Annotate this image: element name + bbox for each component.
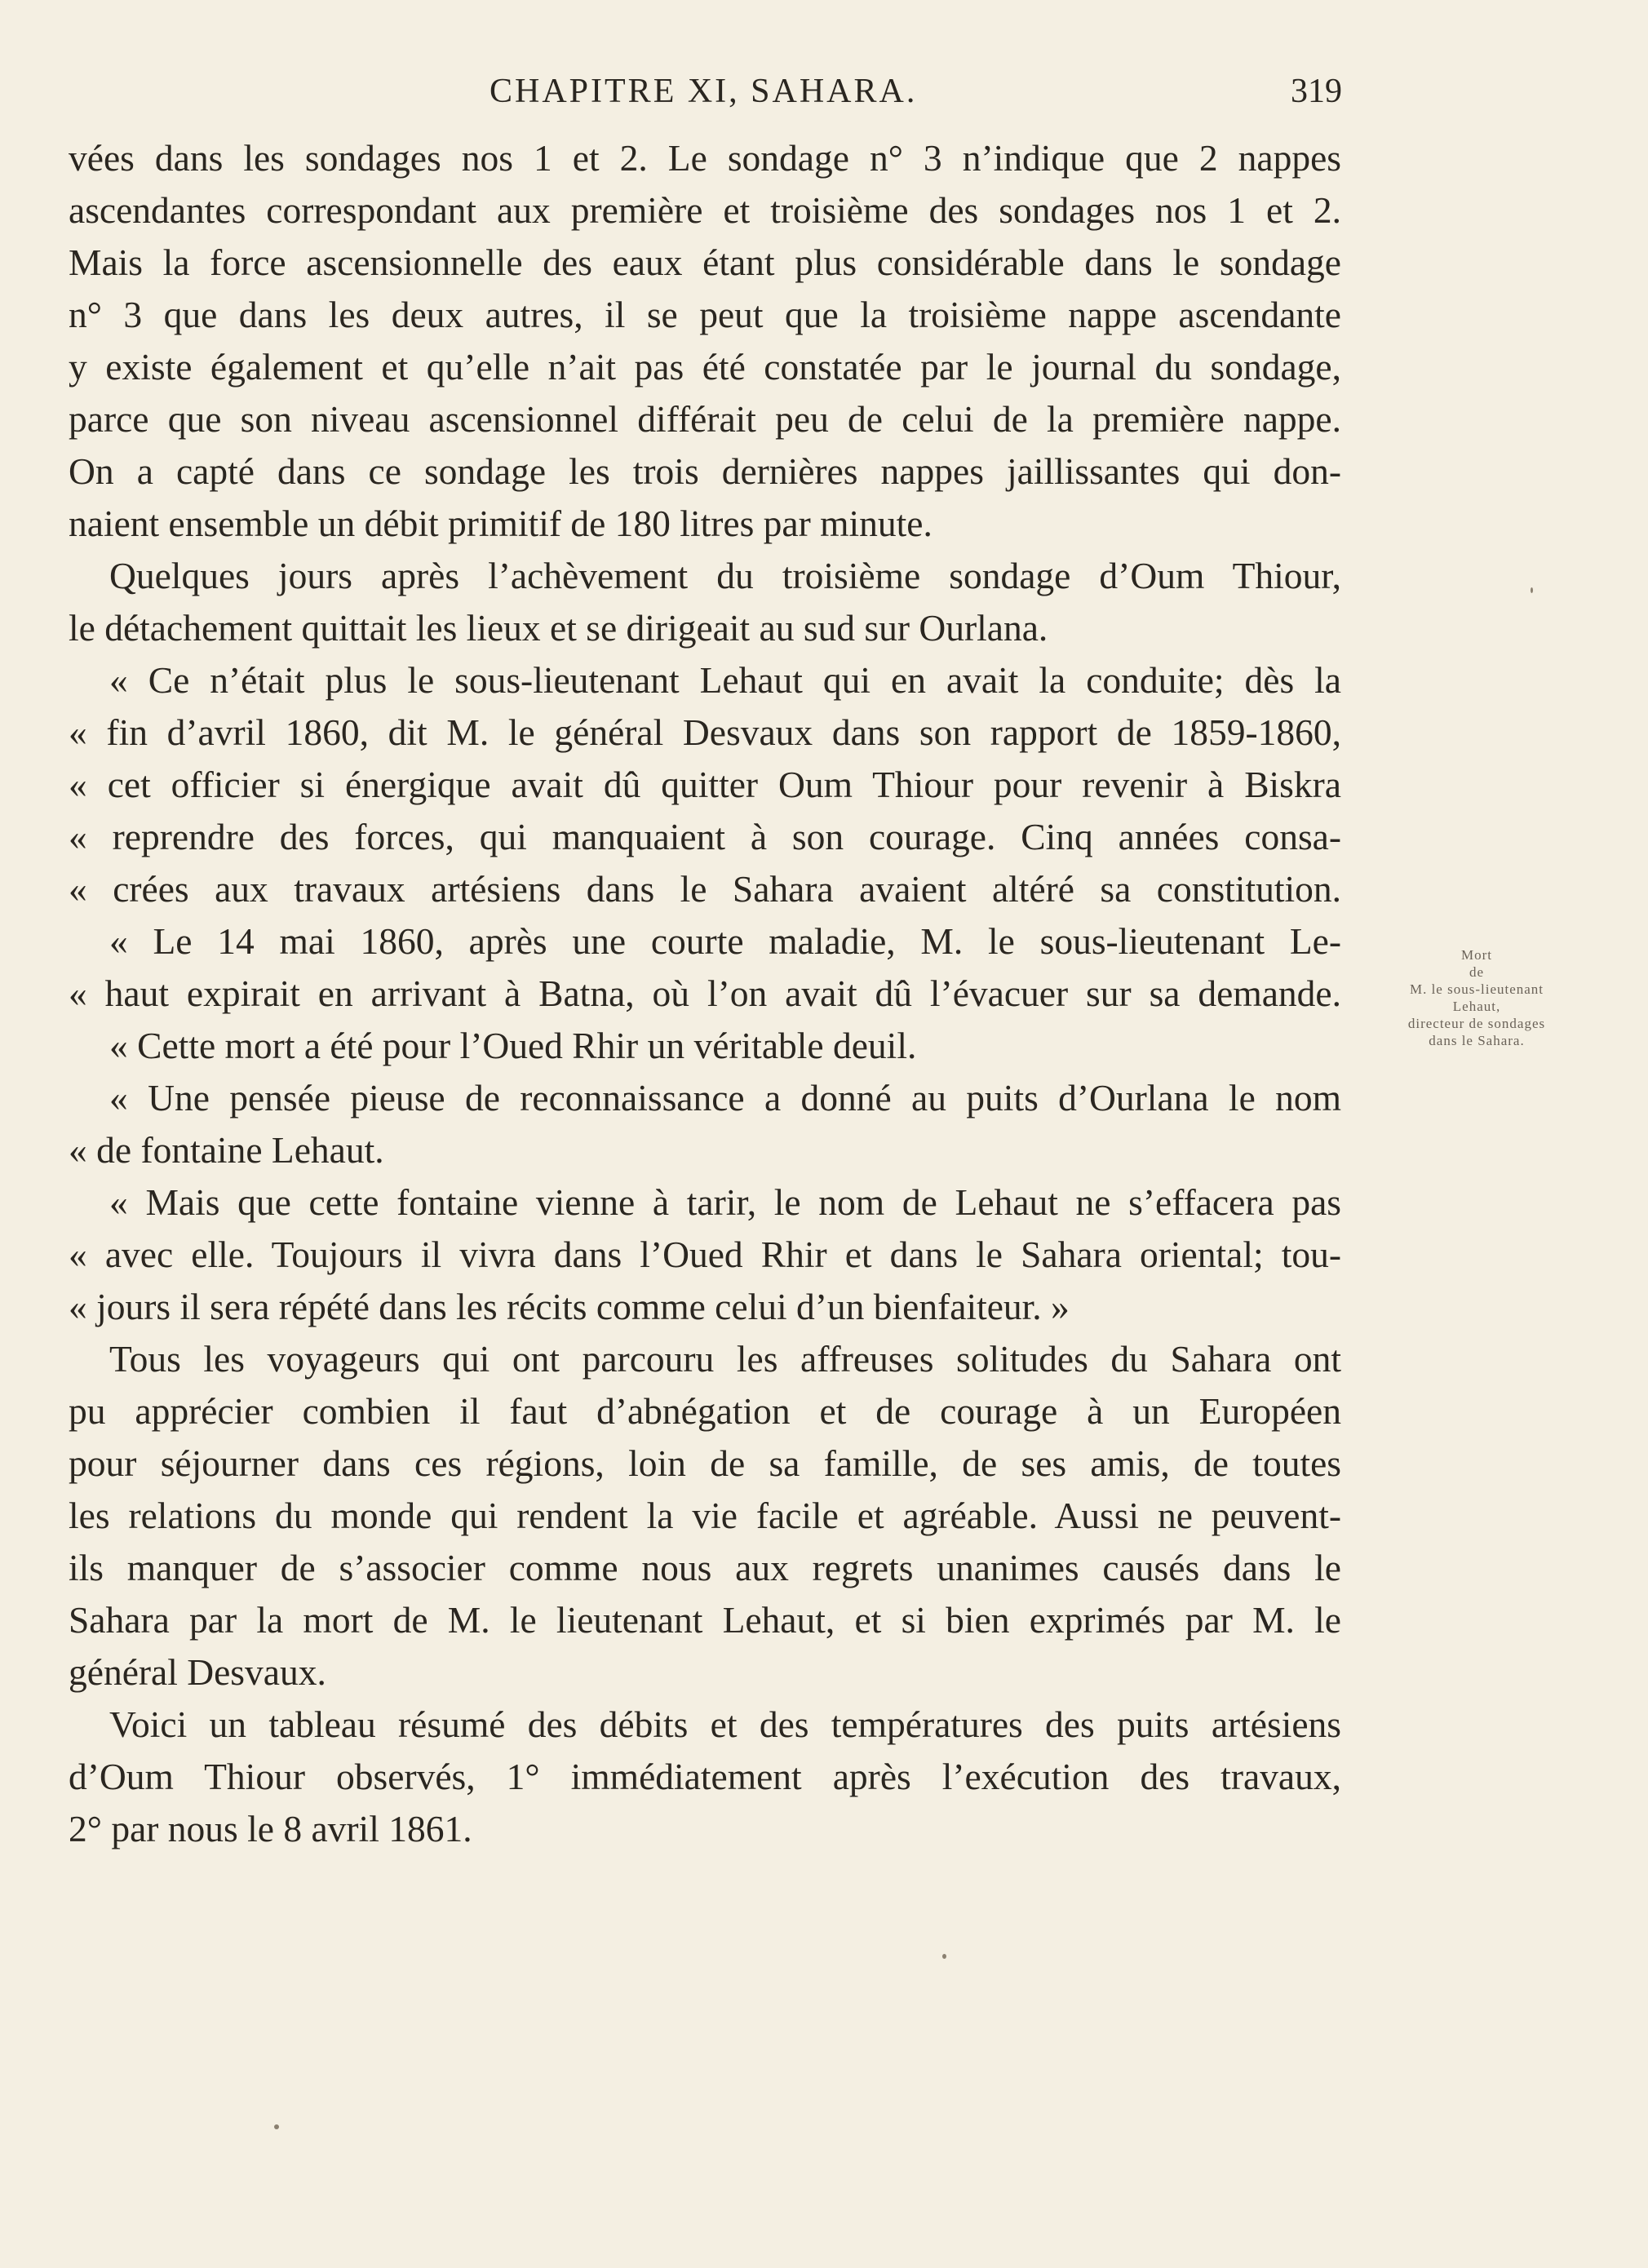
text-line: naient ensemble un débit primitif de 180 litres par minute. [69, 503, 933, 544]
text-line: « cet officier si énergique avait dû quitter Oum Thiour pour revenir à Biskra [69, 764, 1341, 805]
margin-note-line: M. le sous-lieutenant [1409, 981, 1544, 997]
text-line: ascendantes correspondant aux première et troisième des sondages nos 1 et 2. [69, 189, 1341, 231]
text-line: « Mais que cette fontaine vienne à tarir, le nom de Lehaut ne s’effacera pas [109, 1181, 1341, 1223]
text-line: « jours il sera répété dans les récits comme celui d’un bienfaiteur. » [69, 1286, 1070, 1327]
text-line: pour séjourner dans ces régions, loin de sa famille, de ses amis, de toutes [69, 1442, 1341, 1484]
text-line: « Cette mort a été pour l’Oued Rhir un véritable deuil. [109, 1025, 917, 1066]
text-line: général Desvaux. [69, 1651, 326, 1693]
text-line: « haut expirait en arrivant à Batna, où l’on avait dû l’évacuer sur sa demande. [69, 972, 1341, 1014]
text-line: « fin d’avril 1860, dit M. le général Desvaux dans son rapport de 1859-1860, [69, 711, 1341, 753]
margin-note-line: directeur de sondages [1407, 1016, 1546, 1031]
text-line: On a capté dans ce sondage les trois dernières nappes jaillissantes qui don- [69, 450, 1341, 492]
paper-speck [1531, 587, 1533, 593]
text-line: « Ce n’était plus le sous-lieutenant Lehaut qui en avait la conduite; dès la [109, 659, 1341, 701]
text-line: « crées aux travaux artésiens dans le Sahara avaient altéré sa constitution. [69, 868, 1341, 910]
page-header [490, 72, 1342, 121]
margin-note-line: Lehaut, [1452, 999, 1501, 1014]
text-line: y existe également et qu’elle n’ait pas été constatée par le journal du sondage, [69, 346, 1341, 388]
text-line: ils manquer de s’associer comme nous aux regrets unanimes causés dans le [69, 1547, 1341, 1588]
paper-speck [942, 1954, 946, 1959]
text-line: « Une pensée pieuse de reconnaissance a donné au puits d’Ourlana le nom [109, 1077, 1341, 1118]
text-line: le détachement quittait les lieux et se dirigeait au sud sur Ourlana. [69, 607, 1048, 649]
text-line: Mais la force ascensionnelle des eaux étant plus considérable dans le sondage [69, 241, 1341, 283]
margin-note-line: de [1469, 964, 1485, 980]
text-line: « de fontaine Lehaut. [69, 1129, 384, 1171]
text-line: Quelques jours après l’achèvement du troisième sondage d’Oum Thiour, [109, 555, 1341, 596]
text-line: « Le 14 mai 1860, après une courte maladie, M. le sous-lieutenant Le- [109, 920, 1341, 962]
text-line: Sahara par la mort de M. le lieutenant Lehaut, et si bien exprimés par M. le [69, 1599, 1341, 1641]
text-line: 2° par nous le 8 avril 1861. [69, 1808, 472, 1849]
text-line: pu apprécier combien il faut d’abnégation et de courage à un Européen [69, 1390, 1341, 1432]
text-line: n° 3 que dans les deux autres, il se peut que la troisième nappe ascendante [69, 294, 1341, 335]
text-line: « reprendre des forces, qui manquaient à son courage. Cinq années consa- [69, 816, 1341, 857]
text-line: « avec elle. Toujours il vivra dans l’Oued Rhir et dans le Sahara oriental; tou- [69, 1234, 1341, 1275]
text-line: d’Oum Thiour observés, 1° immédiatement après l’exécution des travaux, [69, 1756, 1341, 1797]
page-number: 319 [1291, 73, 1342, 110]
text-line: les relations du monde qui rendent la vie facile et agréable. Aussi ne peuvent- [69, 1495, 1341, 1536]
paper-speck [274, 2124, 279, 2129]
margin-note [1346, 946, 1607, 1049]
running-title: CHAPITRE XI, SAHARA. [490, 73, 918, 110]
margin-note-line: Mort [1461, 947, 1492, 963]
text-line: Tous les voyageurs qui ont parcouru les affreuses solitudes du Sahara ont [109, 1338, 1341, 1380]
text-line: Voici un tableau résumé des débits et des températures des puits artésiens [109, 1703, 1341, 1745]
text-line: vées dans les sondages nos 1 et 2. Le sondage n° 3 n’indique que 2 nappes [69, 137, 1341, 179]
text-line: parce que son niveau ascensionnel différait peu de celui de la première nappe. [69, 398, 1341, 440]
margin-note-line: dans le Sahara. [1429, 1033, 1525, 1048]
